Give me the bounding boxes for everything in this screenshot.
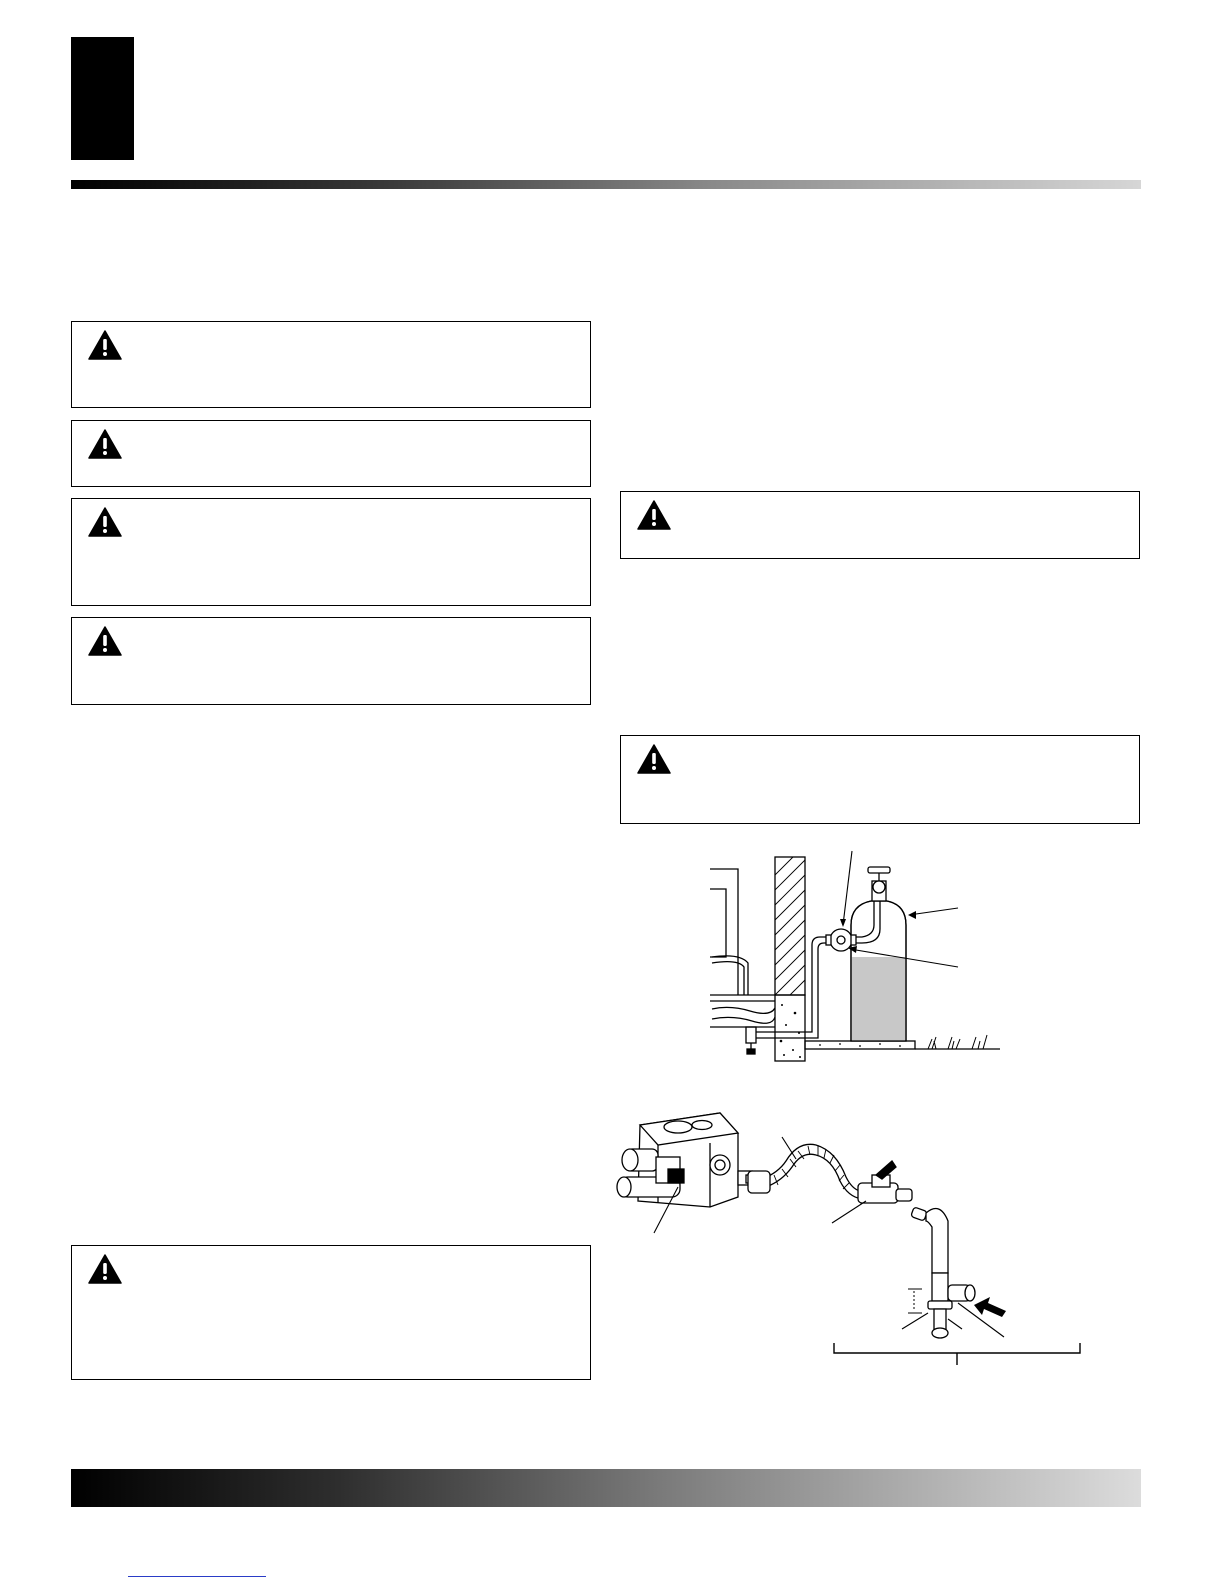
warning-triangle-icon bbox=[88, 330, 122, 360]
propane-tank-installation-figure bbox=[700, 845, 1010, 1065]
warning-box-1 bbox=[71, 321, 591, 408]
warning-box-4 bbox=[71, 617, 591, 705]
warning-box-6 bbox=[620, 491, 1140, 559]
warning-box-5 bbox=[71, 1245, 591, 1380]
footer-link-underline[interactable] bbox=[128, 1576, 266, 1577]
gas-valve-connection-figure bbox=[610, 1105, 1090, 1375]
header-rule bbox=[71, 180, 1141, 189]
warning-box-3 bbox=[71, 498, 591, 606]
warning-triangle-icon bbox=[637, 744, 671, 774]
section-tab bbox=[71, 37, 134, 160]
warning-triangle-icon bbox=[88, 626, 122, 656]
warning-triangle-icon bbox=[88, 507, 122, 537]
footer-band bbox=[71, 1469, 1141, 1507]
warning-box-2 bbox=[71, 420, 591, 487]
warning-triangle-icon bbox=[88, 429, 122, 459]
warning-triangle-icon bbox=[637, 500, 671, 530]
warning-triangle-icon bbox=[88, 1254, 122, 1284]
warning-box-7 bbox=[620, 735, 1140, 824]
